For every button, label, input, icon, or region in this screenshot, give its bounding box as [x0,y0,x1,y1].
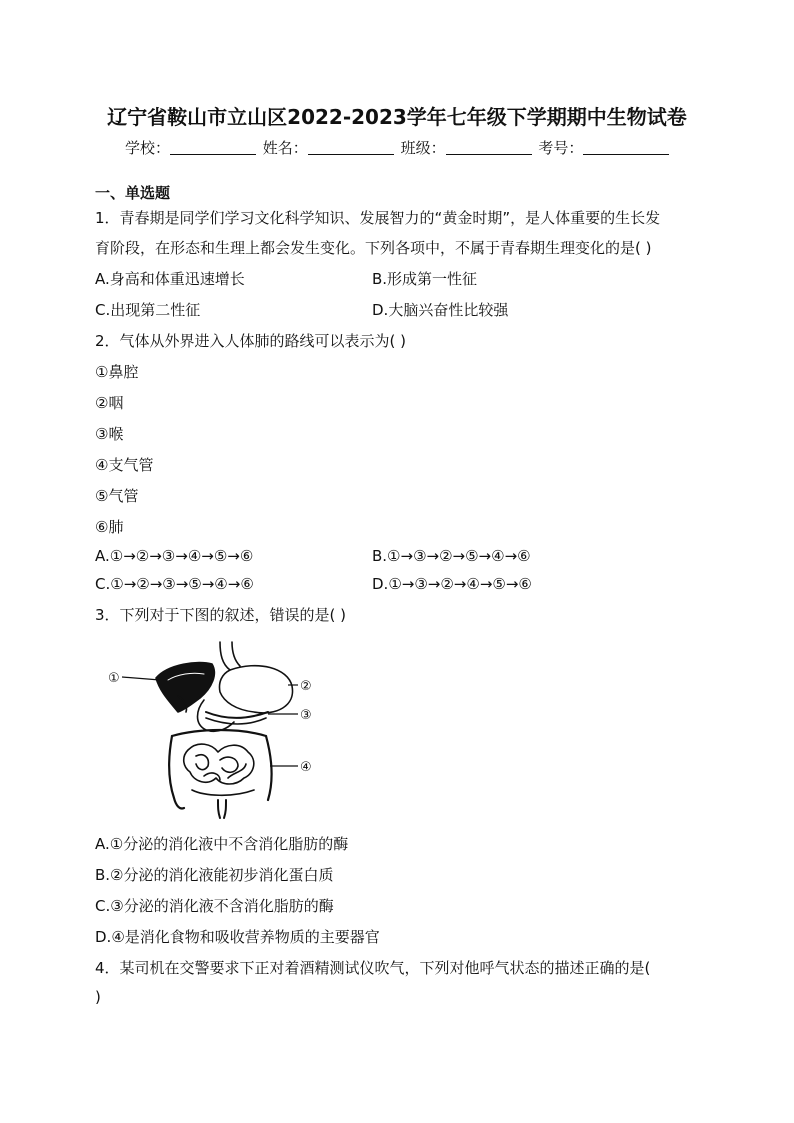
q2-option-a[interactable]: A.①→②→③→④→⑤→⑥ [95,547,254,565]
figure-label-3: ③ [300,708,312,723]
class-label: 班级： [400,139,446,157]
q3-option-c[interactable]: C.③分泌的消化液不含消化脂肪的酶 [95,897,334,915]
q2-stem: 2．气体从外界进入人体肺的路线可以表示为( ) [95,332,407,350]
school-blank[interactable] [170,140,256,155]
class-blank[interactable] [446,140,532,155]
q2-option-b[interactable]: B.①→③→②→⑤→④→⑥ [372,547,531,565]
number-label: 考号： [538,139,584,157]
q1-option-a[interactable]: A.身高和体重迅速增长 [95,270,245,288]
q3-option-a[interactable]: A.①分泌的消化液中不含消化脂肪的酶 [95,835,349,853]
q4-stem-line1: 4．某司机在交警要求下正对着酒精测试仪吹气，下列对他呼气状态的描述正确的是( [95,959,651,977]
digestive-system-figure [108,640,328,820]
q3-option-b[interactable]: B.②分泌的消化液能初步消化蛋白质 [95,866,334,884]
figure-label-2: ② [300,679,312,694]
q2-item: ①鼻腔 [95,363,139,381]
q1-stem-line2: 育阶段，在形态和生理上都会发生变化。下列各项中，不属于青春期生理变化的是( ) [95,239,652,257]
section-heading: 一、单选题 [95,184,171,202]
student-info-line [125,137,671,158]
exam-title: 辽宁省鞍山市立山区2022-2023学年七年级下学期期中生物试卷 [107,105,687,129]
figure-label-1: ① [108,671,120,686]
q2-item: ⑤气管 [95,487,139,505]
q2-item: ②咽 [95,394,124,412]
q2-item: ③喉 [95,425,124,443]
number-blank[interactable] [583,140,669,155]
school-label: 学校： [125,139,171,157]
q2-option-d[interactable]: D.①→③→②→④→⑤→⑥ [372,575,532,593]
name-label: 姓名： [262,139,308,157]
q1-stem-line1: 1．青春期是同学们学习文化科学知识、发展智力的“黄金时期”，是人体重要的生长发 [95,209,661,227]
q1-option-d[interactable]: D.大脑兴奋性比较强 [372,301,509,319]
name-blank[interactable] [308,140,394,155]
q2-option-c[interactable]: C.①→②→③→⑤→④→⑥ [95,575,254,593]
q1-option-b[interactable]: B.形成第一性征 [372,270,478,288]
q1-option-c[interactable]: C.出现第二性征 [95,301,201,319]
q4-stem-line2: ) [95,988,101,1006]
q2-item: ④支气管 [95,456,154,474]
q3-stem: 3．下列对于下图的叙述，错误的是( ) [95,606,347,624]
q3-option-d[interactable]: D.④是消化食物和吸收营养物质的主要器官 [95,928,380,946]
q2-item: ⑥肺 [95,518,124,536]
figure-label-4: ④ [300,760,312,775]
